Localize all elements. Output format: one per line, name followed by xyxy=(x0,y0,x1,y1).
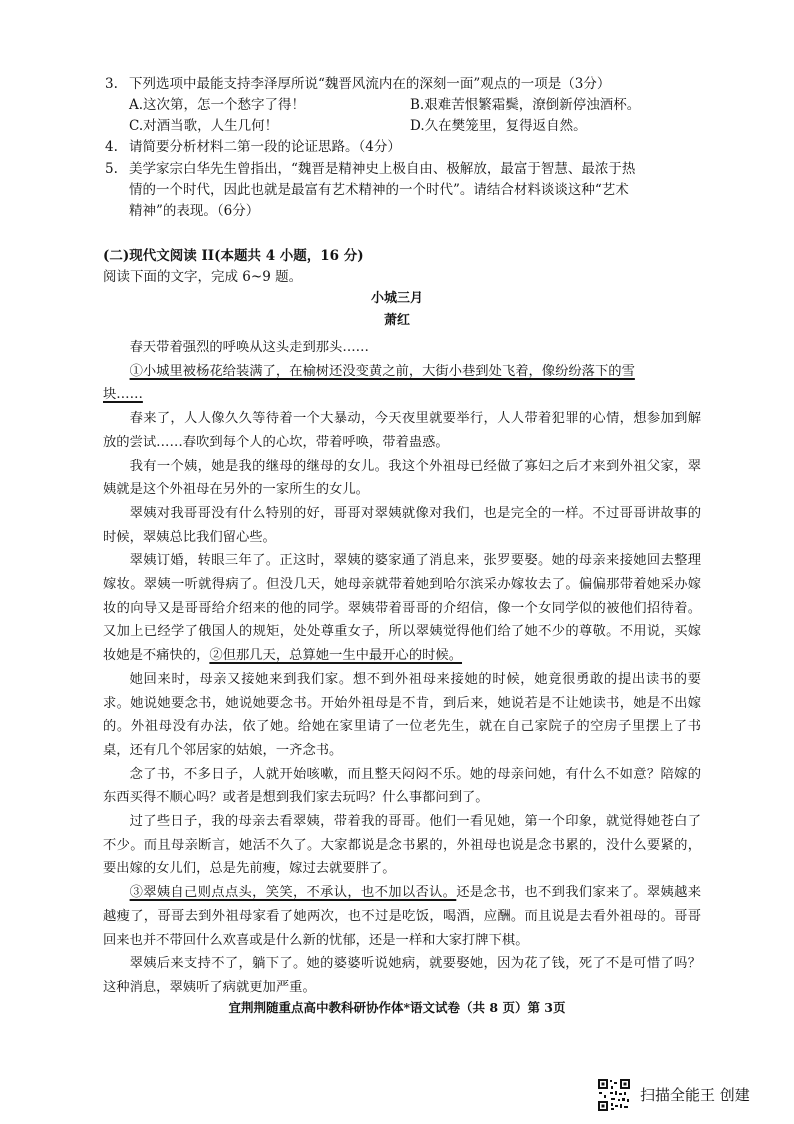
underlined-sentence-2: ②但那几天，总算她一生中最开心的时候。 xyxy=(209,648,463,664)
paragraph: 翠姨后来支持不了，躺下了。她的婆婆听说她病，就要娶她，因为花了钱，死了不是可惜了吗？这种消息，翠姨听了病就更加严重。 xyxy=(103,956,701,995)
question-line: 情的一个时代，因此也就是最富有艺术精神的一个时代”。请结合材料谈谈这种“艺术 xyxy=(129,182,629,198)
scanner-watermark: 扫描全能王 创建 xyxy=(640,1086,750,1104)
page-footer: 宜荆荆随重点高中教科研协作体*语文试卷（共 8 页）第 3页 xyxy=(228,1000,566,1015)
option-d: D.久在樊笼里，复得返自然。 xyxy=(410,118,587,134)
option-b: B.艰难苦恨繁霜鬓，潦倒新停浊酒杯。 xyxy=(410,97,641,113)
paragraph: 过了些日子，我的母亲去看翠姨，带着我的哥哥。他们一看见她，第一个印象，就觉得她苍白了不少。而且母亲断言，她活不久了。大家都说是念书累的，外祖母也说是念书累的，没什么要紧的，要出嫁的女儿们，总是先前瘦，嫁过去就要胖了。 xyxy=(103,814,701,877)
paragraph: ③翠姨自己则点点头，笑笑，不承认，也不加以否认。还是念书，也不到我们家来了。翠姨越来越瘦了，哥哥去到外祖母家看了她两次，也不过是吃饭，喝酒，应酬。而且说是去看外祖母的。哥哥回来也并不带回什么欢喜或是什么新的忧郁，还是一样和大家打牌下棋。 xyxy=(103,885,702,948)
question-text: 下列选项中最能支持李泽厚所说“魏晋风流内在的深刻一面”观点的一项是（3分） xyxy=(129,76,611,92)
option-c: C.对酒当歌，人生几何！ xyxy=(129,118,279,134)
question-number: 3. xyxy=(105,76,118,92)
question-4 xyxy=(105,137,695,158)
paragraph: 春来了，人人像久久等待着一个大暴动，今天夜里就要举行，人人带着犯罪的心情，想参加到解放的尝试……春吹到每个人的心坎，带着呼唤，带着蛊惑。 xyxy=(103,411,701,450)
article-author: 萧红 xyxy=(383,313,410,328)
option-a: A.这次第，怎一个愁字了得！ xyxy=(129,97,306,113)
underlined-sentence: ①小城里被杨花给装满了，在榆树还没变黄之前，大街小巷到处飞着，像纷纷落下的雪 xyxy=(129,363,635,379)
question-number: 5. xyxy=(105,161,118,177)
paragraph: 她回来时，母亲又接她来到我们家。想不到外祖母来接她的时候，她竟很勇敢的提出读书的要求。她说她要念书，她说她要念书。开始外祖母是不肯，到后来，她说若是不让她读书，她是不出嫁的。外祖母没有办法，依了她。给她在家里请了一位老先生，就在自己家院子的空房子里摆上了书桌，还有几个邻居家的姑娘，一齐念书。 xyxy=(103,671,701,758)
question-3 xyxy=(105,74,695,95)
question-line: 精神”的表现。（6分） xyxy=(129,203,260,219)
question-text: 请简要分析材料二第一段的论证思路。（4分） xyxy=(129,139,401,155)
section-instruction: 阅读下面的文字，完成 6~9 题。 xyxy=(103,269,303,285)
section-heading: (二)现代文阅读 II(本题共 4 小题，16 分) xyxy=(103,248,364,264)
article-title: 小城三月 xyxy=(370,291,423,306)
paragraph: 翠姨对我哥哥没有什么特别的好，哥哥对翠姨就像对我们，也是完全的一样。不过哥哥讲故事的时候，翠姨总比我们留心些。 xyxy=(103,505,701,545)
paragraph: 我有一个姨，她是我的继母的继母的女儿。我这个外祖母已经做了寡妇之后才来到外祖父家，翠姨就是这个外祖母在另外的一家所生的女儿。 xyxy=(103,458,701,498)
question-line: 美学家宗白华先生曾指出，“魏晋是精神史上极自由、极解放，最富于智慧、最浓于热 xyxy=(129,161,636,177)
article-body xyxy=(103,336,701,1000)
question-number: 4. xyxy=(105,139,118,155)
question-5 xyxy=(105,159,695,222)
paragraph: 念了书，不多日子，人就开始咳嗽，而且整天闷闷不乐。她的母亲问她，有什么不如意？陪嫁的东西买得不顺心吗？或者是想到我们家去玩吗？什么事都问到了。 xyxy=(103,766,701,806)
paragraph: 翠姨订婚，转眼三年了。正这时，翠姨的婆家通了消息来，张罗要娶。她的母亲来接她回去整理嫁妆。翠姨一听就得病了。但没几天，她母亲就带着她到哈尔滨采办嫁妆去了。偏偏那带着她采办嫁妆的向导又是哥哥给介绍来的他的同学。翠姨带着哥哥的介绍信，像一个女同学似的被他们招待着。又加上已经学了俄国人的规矩，处处尊重女子，所以翠姨觉得他们给了她不少的尊敬。不用说，买嫁妆她是不痛快的，②但那几天，总算她一生中最开心的时候。 xyxy=(103,553,701,664)
underlined-sentence-3: ③翠姨自己则点点头，笑笑，不承认，也不加以否认。 xyxy=(129,885,457,901)
paragraph: 春天带着强烈的呼唤从这头走到那头…… xyxy=(129,340,369,355)
paragraph-underlined-1 xyxy=(103,360,701,384)
question-3-options xyxy=(129,95,689,137)
qr-code-icon xyxy=(597,1078,631,1112)
underlined-sentence-end: 块…… xyxy=(103,387,143,403)
